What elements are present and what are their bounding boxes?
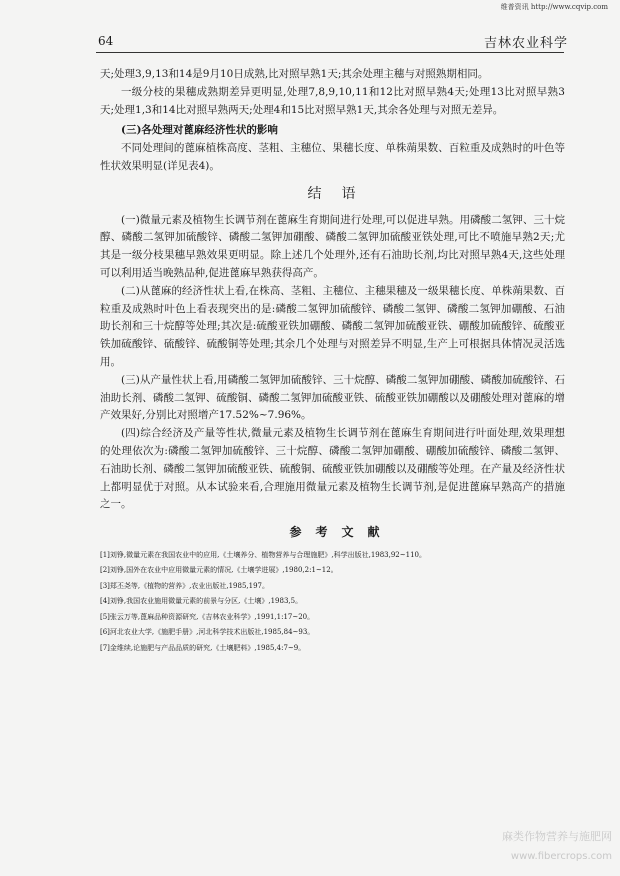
- reference-item: [4]刘铮,我国农业施用微量元素的前景与分区,《土壤》,1983,5。: [100, 597, 303, 606]
- section-heading: (三)各处理对蓖麻经济性状的影响: [121, 124, 278, 137]
- source-url: 维普资讯 http://www.cqvip.com: [500, 3, 608, 11]
- conclusion-paragraph: (一)微量元素及植物生长调节剂在蓖麻生育期间进行处理,可以促进早熟。用磷酸二氢钾、三十烷醇、磷酸二氢钾加硫酸锌、磷酸二氢钾加硼酸、磷酸二氢钾加硫酸亚铁处理,可比不喷施早熟2天;尤其是一级分枝果穗早熟效果更明显。除上述几个处理外,还有石油助长剂,均比对照早熟4天,这些处理可以利用适当晚熟品种,促进蓖麻早熟获得高产。: [100, 213, 565, 279]
- paragraph: 一级分枝的果穗成熟期差异更明显,处理7,8,9,10,11和12比对照早熟4天;处理13比对照早熟3天;处理1,3和14比对照早熟两天;处理4和15比对照早熟1天,其余各处理与对照无差异。: [100, 85, 565, 116]
- watermark-text: 麻类作物营养与施肥网: [502, 830, 612, 843]
- conclusion-paragraph: (二)从蓖麻的经济性状上看,在株高、茎粗、主穗位、主穗果穗及一级果穗长度、单株蒴果数、百粒重及成熟时叶色上看表现突出的是:磷酸二氢钾加硫酸锌、磷酸二氢钾、磷酸二氢钾加硼酸、石油助长剂和三十烷醇等处理;其次是:硫酸亚铁加硼酸、磷酸二氢钾加硫酸亚铁、硼酸加硫酸锌、硫酸亚铁加硫酸锌、硫酸锌、硫酸铜等处理;其余几个处理与对照差异不明显,生产上可根据具体情况灵活选用。: [100, 284, 565, 368]
- article-body: [100, 66, 565, 656]
- conclusion-paragraph: (三)从产量性状上看,用磷酸二氢钾加硫酸锌、三十烷醇、磷酸二氢钾加硼酸、磷酸加硫酸锌、石油助长剂、磷酸二氢钾、硫酸铜、磷酸二氢钾加硫酸亚铁、硫酸亚铁加硼酸以及硼酸处理对蓖麻的增产效果好,分别比对照增产17.52%~7.96%。: [100, 373, 565, 422]
- reference-item: [6]河北农业大学,《施肥手册》,河北科学技术出版社,1985,84~93。: [100, 628, 315, 637]
- header-rule: [96, 52, 564, 53]
- journal-title: 吉林农业科学: [483, 36, 568, 51]
- page-number: 64: [98, 34, 114, 48]
- reference-item: [3]郑丕尧等,《植物的营养》,农业出版社,1985,197。: [100, 581, 269, 590]
- reference-list: [100, 548, 565, 657]
- reference-item: [2]刘铮,国外在农业中应用微量元素的情况,《土壤学进展》,1980,2:1~12。: [100, 566, 338, 575]
- paragraph: 不同处理间的蓖麻植株高度、茎粗、主穗位、果穗长度、单株蒴果数、百粒重及成熟时的叶色等性状效果明显(详见表4)。: [100, 142, 565, 172]
- watermark-url: www.fibercrops.com: [510, 851, 612, 862]
- references-heading: 参考文献: [289, 525, 394, 540]
- reference-item: [1]刘铮,微量元素在我国农业中的应用,《土壤养分、植物营养与合理施肥》,科学出版社,1983,92~110。: [100, 550, 426, 559]
- reference-item: [5]张云万等,蓖麻品种资源研究,《吉林农业科学》,1991,1:17~20。: [100, 612, 315, 621]
- paragraph: 天;处理3,9,13和14是9月10日成熟,比对照早熟1天;其余处理主穗与对照熟期相同。: [100, 68, 489, 80]
- reference-item: [7]金维续,论施肥与产品品质的研究,《土壤肥料》,1985,4:7~9。: [100, 643, 306, 652]
- conclusion-paragraph: (四)综合经济及产量等性状,微量元素及植物生长调节剂在蓖麻生育期间进行叶面处理,效果理想的处理依次为:磷酸二氢钾加硫酸锌、三十烷醇、磷酸二氢钾加硼酸、硼酸加硫酸锌、磷酸二氢钾、石油助长剂、磷酸二氢钾加硫酸亚铁、硫酸铜、硫酸亚铁加硼酸以及硼酸等处理。在产量及经济性状上都明显优于对照。从本试验来看,合理施用微量元素及植物生长调节剂,是促进蓖麻早熟高产的措施之一。: [100, 427, 565, 511]
- conclusion-heading: 结语: [307, 185, 376, 202]
